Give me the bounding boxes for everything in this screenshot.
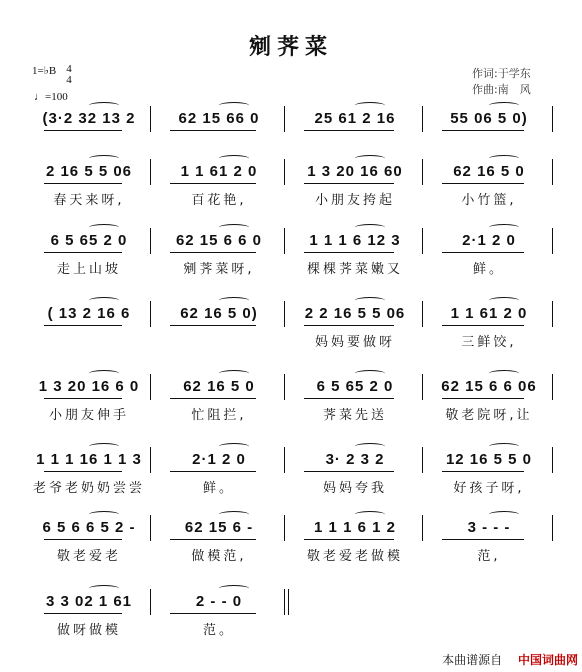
measure-notes: ( 13 2 16 6 xyxy=(47,305,131,322)
slur-mark xyxy=(489,443,519,450)
slur-mark xyxy=(489,224,519,231)
slur-mark xyxy=(219,585,249,592)
key-signature xyxy=(32,63,72,103)
slur-mark xyxy=(219,511,249,518)
barline xyxy=(552,228,553,254)
beam-line xyxy=(304,183,394,184)
slur-mark xyxy=(489,102,519,109)
score-row xyxy=(0,305,582,365)
barline xyxy=(552,447,553,473)
measure xyxy=(30,451,148,511)
barline xyxy=(422,301,423,327)
slur-mark xyxy=(89,443,119,450)
time-bottom: 4 xyxy=(66,74,72,86)
score-row xyxy=(0,378,582,438)
measure-lyric: 小朋友挎起 xyxy=(314,193,395,208)
barline xyxy=(422,159,423,185)
measure xyxy=(30,378,148,438)
measure-lyric: 忙阻拦, xyxy=(191,408,247,423)
measure-notes: 6 5 6 6 5 2 - xyxy=(42,519,136,536)
barline xyxy=(552,374,553,400)
slur-mark xyxy=(219,297,249,304)
slur-mark xyxy=(355,102,385,109)
barline xyxy=(422,515,423,541)
measure-lyric: 小朋友伸手 xyxy=(48,408,129,423)
measure-notes: (3·2 32 13 2 xyxy=(42,110,136,127)
measure xyxy=(30,163,148,223)
slur-mark xyxy=(219,155,249,162)
measure xyxy=(428,163,550,223)
measure-notes: 3 - - - xyxy=(467,519,511,536)
barline xyxy=(284,515,285,541)
measure xyxy=(290,305,420,365)
slur-mark xyxy=(89,585,119,592)
measure-notes: 62 15 6 6 0 xyxy=(175,232,263,249)
score-row xyxy=(0,163,582,223)
measure xyxy=(290,163,420,223)
measure xyxy=(156,451,282,511)
slur-mark xyxy=(489,297,519,304)
barline xyxy=(422,106,423,132)
composer: 作曲:南 风 xyxy=(472,83,531,96)
measure-notes: 62 16 5 0 xyxy=(183,378,255,395)
beam-line xyxy=(44,130,122,131)
barline xyxy=(552,515,553,541)
slur-mark xyxy=(219,370,249,377)
beam-line xyxy=(170,613,256,614)
measure xyxy=(156,305,282,365)
measure-notes: 1 1 61 2 0 xyxy=(180,163,258,180)
beam-line xyxy=(304,471,394,472)
beam-line xyxy=(44,613,122,614)
slur-mark xyxy=(355,511,385,518)
measure xyxy=(156,378,282,438)
measure xyxy=(290,378,420,438)
barline xyxy=(284,301,285,327)
barline xyxy=(150,301,151,327)
measure-notes: 62 16 5 0 xyxy=(453,163,525,180)
beam-line xyxy=(170,252,256,253)
beam-line xyxy=(442,130,524,131)
barline xyxy=(150,589,151,615)
measure xyxy=(290,451,420,511)
measure-lyric: 敬老院呀,让 xyxy=(445,408,533,423)
beam-line xyxy=(304,539,394,540)
key-label: 1=♭B xyxy=(32,65,57,77)
slur-mark xyxy=(489,370,519,377)
slur-mark xyxy=(219,224,249,231)
slur-mark xyxy=(89,511,119,518)
measure-notes: 1 1 1 6 12 3 xyxy=(309,232,401,249)
barline xyxy=(552,301,553,327)
measure-lyric: 鲜。 xyxy=(472,262,505,277)
measure-lyric: 百花艳, xyxy=(191,193,247,208)
footer-site: 中国词曲网 xyxy=(517,653,578,667)
barline xyxy=(284,106,285,132)
slur-mark xyxy=(89,370,119,377)
slur-mark xyxy=(355,297,385,304)
measure-notes: 2 - - 0 xyxy=(195,593,243,610)
measure-lyric: 范。 xyxy=(202,623,235,638)
footer-source: 本曲谱源自 xyxy=(442,653,503,667)
beam-line xyxy=(442,325,524,326)
measure-lyric: 妈妈夸我 xyxy=(322,481,387,496)
measure xyxy=(428,232,550,292)
beam-line xyxy=(44,325,122,326)
measure-notes: 6 5 65 2 0 xyxy=(50,232,128,249)
measure-notes: 1 3 20 16 60 xyxy=(307,163,403,180)
beam-line xyxy=(304,252,394,253)
measure xyxy=(428,378,550,438)
beam-line xyxy=(44,398,122,399)
measure xyxy=(290,519,420,579)
measure-notes: 1 1 1 6 1 2 xyxy=(314,519,396,536)
credits xyxy=(472,66,531,98)
score-row xyxy=(0,519,582,579)
song-title: 剜荠菜 xyxy=(248,35,333,60)
measure-notes: 12 16 5 5 0 xyxy=(445,451,533,468)
measure xyxy=(156,593,282,653)
slur-mark xyxy=(219,443,249,450)
slur-mark xyxy=(89,297,119,304)
measure-lyric: 剜荠菜呀, xyxy=(183,262,255,277)
measure-lyric: 敬老爱老做模 xyxy=(306,549,403,564)
barline xyxy=(422,374,423,400)
measure xyxy=(428,519,550,579)
measure-notes: 62 15 6 6 06 xyxy=(441,378,537,395)
source-footer xyxy=(442,651,578,668)
beam-line xyxy=(44,252,122,253)
beam-line xyxy=(170,130,256,131)
measure xyxy=(30,305,148,365)
slur-mark xyxy=(355,443,385,450)
beam-line xyxy=(442,471,524,472)
beam-line xyxy=(170,325,256,326)
measure-notes: 6 5 65 2 0 xyxy=(316,378,394,395)
measure-lyric: 范, xyxy=(477,549,501,564)
measure xyxy=(290,232,420,292)
score-row xyxy=(0,593,582,653)
barline xyxy=(552,106,553,132)
barline xyxy=(150,228,151,254)
barline xyxy=(552,159,553,185)
slur-mark xyxy=(489,155,519,162)
lyricist: 作词:于学东 xyxy=(472,67,531,80)
measure-lyric: 老爷老奶奶尝尝 xyxy=(32,481,145,496)
beam-line xyxy=(170,183,256,184)
measure xyxy=(428,451,550,511)
measure-lyric: 荠菜先送 xyxy=(322,408,387,423)
measure-lyric: 春天来呀, xyxy=(53,193,125,208)
measure xyxy=(30,593,148,653)
beam-line xyxy=(44,183,122,184)
measure-notes: 55 06 5 0) xyxy=(450,110,528,127)
measure-lyric: 走上山坡 xyxy=(56,262,121,277)
beam-line xyxy=(442,183,524,184)
beam-line xyxy=(170,398,256,399)
measure-lyric: 做模范, xyxy=(191,549,247,564)
barline xyxy=(284,159,285,185)
beam-line xyxy=(170,471,256,472)
measure-lyric: 小竹篮, xyxy=(461,193,517,208)
measure xyxy=(156,163,282,223)
measure-notes: 62 15 66 0 xyxy=(178,110,260,127)
measure-notes: 2·1 2 0 xyxy=(192,451,246,468)
time-top: 4 xyxy=(66,63,72,75)
beam-line xyxy=(304,130,394,131)
beam-line xyxy=(304,398,394,399)
beam-line xyxy=(442,398,524,399)
time-signature xyxy=(63,64,75,86)
measure-notes: 3 3 02 1 61 xyxy=(45,593,133,610)
measure-notes: 62 15 6 - xyxy=(184,519,254,536)
slur-mark xyxy=(89,102,119,109)
slur-mark xyxy=(355,370,385,377)
score-row xyxy=(0,232,582,292)
measure xyxy=(30,232,148,292)
measure xyxy=(428,305,550,365)
measure-notes: 2·1 2 0 xyxy=(462,232,516,249)
tempo-marking: ♩=100 xyxy=(34,91,68,103)
final-barline xyxy=(284,589,285,615)
barline xyxy=(150,159,151,185)
measure xyxy=(156,232,282,292)
measure-lyric: 敬老爱老 xyxy=(56,549,121,564)
barline xyxy=(422,228,423,254)
barline xyxy=(150,106,151,132)
measure-lyric: 好孩子呀, xyxy=(453,481,525,496)
beam-line xyxy=(44,539,122,540)
barline xyxy=(284,374,285,400)
measure-notes: 1 3 20 16 6 0 xyxy=(38,378,140,395)
barline xyxy=(150,374,151,400)
barline xyxy=(150,515,151,541)
measure xyxy=(30,519,148,579)
slur-mark xyxy=(489,511,519,518)
slur-mark xyxy=(355,155,385,162)
barline xyxy=(284,447,285,473)
barline xyxy=(422,447,423,473)
score-row xyxy=(0,451,582,511)
slur-mark xyxy=(355,224,385,231)
measure-notes: 1 1 61 2 0 xyxy=(450,305,528,322)
slur-mark xyxy=(219,102,249,109)
measure-lyric: 做呀做模 xyxy=(56,623,121,638)
beam-line xyxy=(170,539,256,540)
measure-notes: 3· 2 3 2 xyxy=(325,451,385,468)
barline xyxy=(284,228,285,254)
measure-lyric: 妈妈要做呀 xyxy=(314,335,395,350)
measure-notes: 62 16 5 0) xyxy=(180,305,258,322)
measure-lyric: 鲜。 xyxy=(202,481,235,496)
measure-notes: 25 61 2 16 xyxy=(314,110,396,127)
slur-mark xyxy=(89,224,119,231)
beam-line xyxy=(44,471,122,472)
barline xyxy=(150,447,151,473)
slur-mark xyxy=(89,155,119,162)
measure-notes: 2 2 16 5 5 06 xyxy=(304,305,406,322)
beam-line xyxy=(304,325,394,326)
beam-line xyxy=(442,252,524,253)
measure-notes: 2 16 5 5 06 xyxy=(45,163,133,180)
measure-lyric: 三鲜饺, xyxy=(461,335,517,350)
beam-line xyxy=(442,539,524,540)
measure xyxy=(156,519,282,579)
measure-notes: 1 1 1 16 1 1 3 xyxy=(36,451,142,468)
measure-lyric: 棵棵荠菜嫩又 xyxy=(306,262,403,277)
